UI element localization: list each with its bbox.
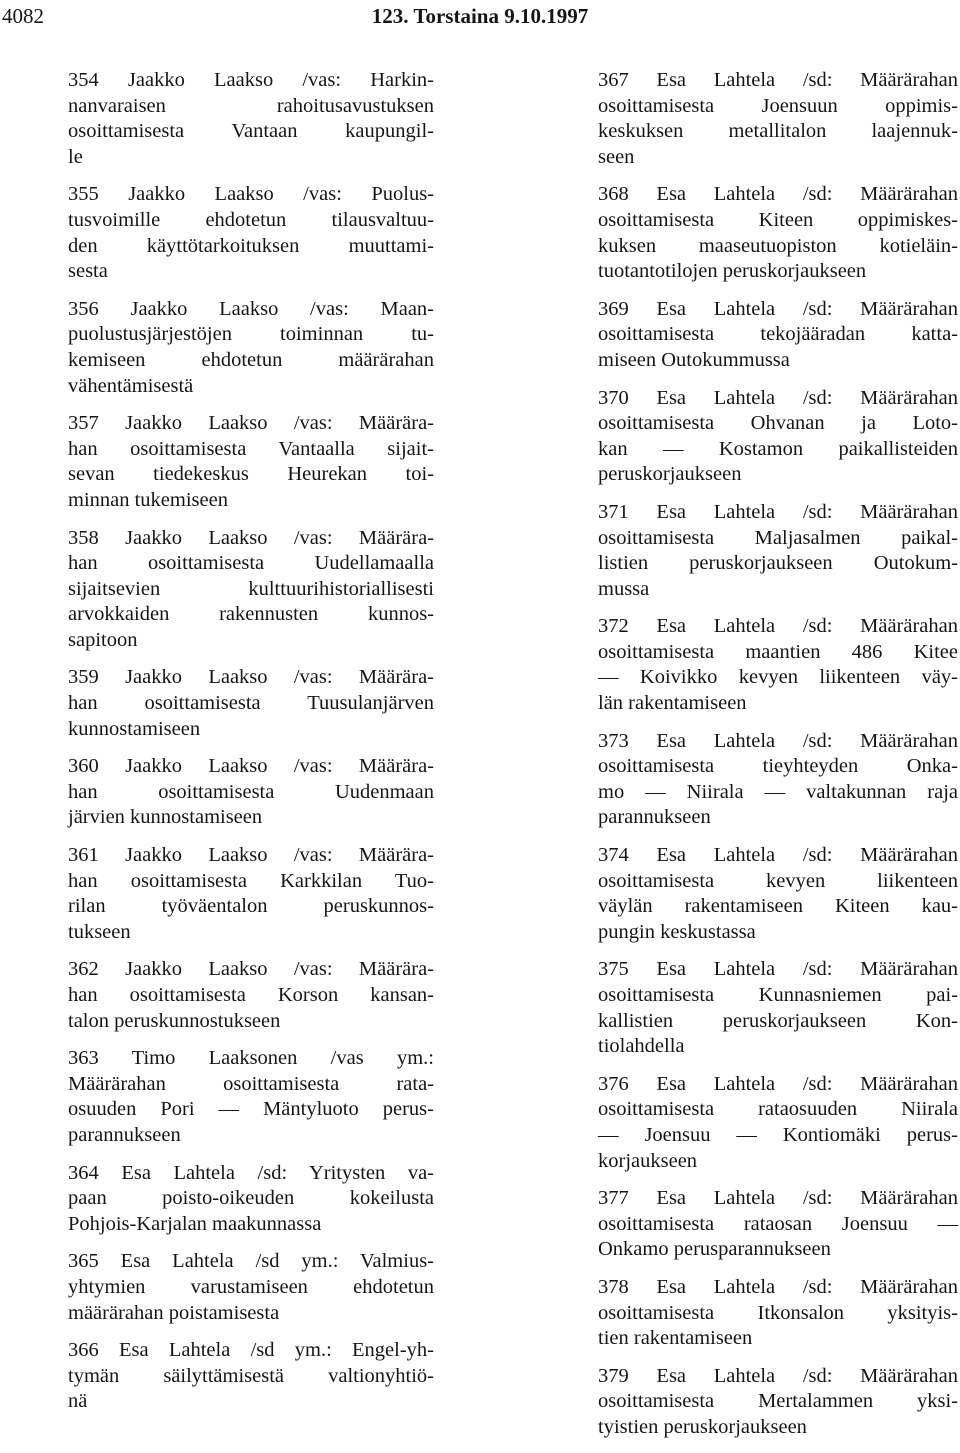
entry-line: tusvoimille ehdotetun tilausvaltuu- [68,208,434,231]
entry-line: yhtymien varustamiseen ehdotetun [68,1275,434,1298]
entry-line: län rakentamiseen [598,692,747,715]
entry-line: osoittamisesta kevyen liikenteen [598,869,958,892]
motion-entry [598,68,958,170]
entry-line: sapitoon [68,628,138,651]
entry-line: 379 Esa Lahtela /sd: Määrärahan [598,1364,958,1387]
entry-line: osuuden Pori — Mäntyluoto perus- [68,1098,434,1121]
entry-line: seen [598,145,635,168]
entry-line: 363 Timo Laaksonen /vas ym.: [68,1047,434,1070]
entry-line: sesta [68,260,108,283]
motion-entry [598,182,958,284]
motion-entry [68,665,434,742]
entry-line: 359 Jaakko Laakso /vas: Määrära- [68,666,434,689]
entry-line: parannukseen [68,1123,181,1146]
motion-entry [68,754,434,831]
entry-line: tiolahdella [598,1035,685,1058]
entry-line: osoittamisesta Joensuun oppimis- [598,94,958,117]
entry-line: kuksen maaseutuopiston kotieläin- [598,234,958,257]
entry-line: han osoittamisesta Karkkilan Tuo- [68,869,434,892]
entry-line: 364 Esa Lahtela /sd: Yritysten va- [68,1161,434,1184]
entry-line: osoittamisesta Mertalammen yksi- [598,1390,958,1413]
entry-line: 375 Esa Lahtela /sd: Määrärahan [598,958,958,981]
motion-entry [68,411,434,513]
entry-line: — Koivikko kevyen liikenteen väy- [598,666,958,689]
motion-entry [68,957,434,1034]
entry-line: tuotantotilojen peruskorjaukseen [598,260,867,283]
motion-entry [598,729,958,831]
entry-line: 368 Esa Lahtela /sd: Määrärahan [598,183,958,206]
entry-line: 355 Jaakko Laakso /vas: Puolus- [68,183,434,206]
entry-line: mo — Niirala — valtakunnan raja [598,780,958,803]
motion-entry [68,1249,434,1326]
motion-entry [598,1275,958,1352]
entry-line: nä [68,1390,88,1413]
entry-line: 371 Esa Lahtela /sd: Määrärahan [598,500,958,523]
entry-line: määrärahan poistamisesta [68,1301,280,1324]
entry-line: 361 Jaakko Laakso /vas: Määrära- [68,844,434,867]
page-number: 4082 [2,4,44,28]
motion-entry [68,1161,434,1238]
entry-line: Pohjois-Karjalan maakunnassa [68,1212,322,1235]
entry-line: 376 Esa Lahtela /sd: Määrärahan [598,1072,958,1095]
entry-line: — Joensuu — Kontiomäki perus- [598,1123,958,1146]
entry-line: tymän säilyttämisestä valtionyhtiö- [68,1364,434,1387]
entry-line: den käyttötarkoituksen muuttami- [68,234,434,257]
entry-line: 354 Jaakko Laakso /vas: Harkin- [68,69,434,91]
motion-entry [68,526,434,654]
entry-line: osoittamisesta Maljasalmen paikal- [598,526,958,549]
entry-line: mussa [598,577,650,600]
motion-entry [68,1046,434,1148]
entry-line: sevan tiedekeskus Heurekan toi- [68,463,434,486]
entry-line: 356 Jaakko Laakso /vas: Maan- [68,297,434,320]
entry-line: tyistien peruskorjaukseen [598,1415,807,1438]
entry-line: vähentämisestä [68,374,194,397]
entry-line: 373 Esa Lahtela /sd: Määrärahan [598,729,958,752]
entry-line: le [68,145,83,168]
entry-line: kan — Kostamon paikallisteiden [598,437,958,460]
entry-line: han osoittamisesta Tuusulanjärven [68,692,434,715]
running-head: 123. Torstaina 9.10.1997 [371,4,589,28]
motion-entry [68,1338,434,1415]
entry-line: 366 Esa Lahtela /sd ym.: Engel-yh- [68,1339,434,1362]
entry-line: 372 Esa Lahtela /sd: Määrärahan [598,615,958,638]
entry-line: han osoittamisesta Uudellamaalla [68,552,434,575]
entry-line: Määrärahan osoittamisesta rata- [68,1072,434,1095]
motion-entry [598,614,958,716]
entry-line: tukseen [68,920,131,943]
entry-line: han osoittamisesta Uudenmaan [68,780,434,803]
entry-line: kemiseen ehdotetun määrärahan [68,348,434,371]
right-column [598,68,958,1453]
entry-line: osoittamisesta maantien 486 Kitee [598,640,958,663]
entry-line: osoittamisesta tieyhteyden Onka- [598,755,958,778]
entry-line: 365 Esa Lahtela /sd ym.: Valmius- [68,1250,434,1273]
entry-line: kunnostamiseen [68,717,201,740]
entry-line: 367 Esa Lahtela /sd: Määrärahan [598,69,958,91]
motion-entry [598,843,958,945]
entry-line: keskuksen metallitalon laajennuk- [598,120,958,143]
entry-line: sijaitsevien kulttuurihistoriallisesti [68,577,434,600]
entry-line: 370 Esa Lahtela /sd: Määrärahan [598,386,958,409]
entry-line: väylän rakentamiseen Kiteen kau- [598,895,958,918]
motion-entry [598,1186,958,1263]
entry-line: 362 Jaakko Laakso /vas: Määrära- [68,958,434,981]
entry-line: osoittamisesta rataosan Joensuu — [598,1212,958,1235]
motion-entry [598,957,958,1059]
entry-line: järvien kunnostamiseen [68,806,263,829]
entry-line: 378 Esa Lahtela /sd: Määrärahan [598,1275,958,1298]
entry-line: nanvaraisen rahoitusavustuksen [68,94,434,117]
motion-entry [68,297,434,399]
entry-line: minnan tukemiseen [68,488,228,511]
entry-line: talon peruskunnostukseen [68,1009,281,1032]
entry-line: listien peruskorjaukseen Outokum- [598,552,958,575]
motion-entry [598,1364,958,1441]
motion-entry [68,182,434,284]
entry-line: osoittamisesta Vantaan kaupungil- [68,120,434,143]
entry-line: 374 Esa Lahtela /sd: Määrärahan [598,844,958,867]
entry-line: arvokkaiden rakennusten kunnos- [68,603,434,626]
entry-line: korjaukseen [598,1149,698,1172]
entry-line: osoittamisesta Itkonsalon yksityis- [598,1301,958,1324]
motion-entry [68,843,434,945]
motion-entry [598,297,958,374]
entry-line: han osoittamisesta Korson kansan- [68,984,434,1006]
entry-line: 358 Jaakko Laakso /vas: Määrära- [68,526,434,549]
entry-line: tien rakentamiseen [598,1327,753,1350]
entry-line: osoittamisesta Kiteen oppimiskes- [598,208,958,231]
entry-line: kallistien peruskorjaukseen Kon- [598,1009,958,1032]
motion-entry [68,68,434,170]
entry-line: 377 Esa Lahtela /sd: Määrärahan [598,1187,958,1210]
left-column [68,68,434,1427]
entry-line: rilan työväentalon peruskunnos- [68,895,434,918]
entry-line: osoittamisesta rataosuuden Niirala [598,1098,958,1121]
motion-entry [598,500,958,602]
motion-entry [598,386,958,488]
entry-line: 369 Esa Lahtela /sd: Määrärahan [598,297,958,320]
entry-line: Onkamo perusparannukseen [598,1238,831,1261]
entry-line: osoittamisesta Ohvanan ja Loto- [598,412,958,435]
entry-line: osoittamisesta Kunnasniemen pai- [598,984,958,1006]
entry-line: peruskorjaukseen [598,463,742,486]
entry-line: han osoittamisesta Vantaalla sijait- [68,437,434,460]
page-header [0,0,960,34]
entry-line: 360 Jaakko Laakso /vas: Määrära- [68,755,434,778]
entry-line: 357 Jaakko Laakso /vas: Määrära- [68,412,434,435]
entry-line: pungin keskustassa [598,920,756,943]
entry-line: puolustusjärjestöjen toiminnan tu- [68,323,434,346]
entry-line: osoittamisesta tekojääradan katta- [598,323,958,346]
entry-line: paan poisto-oikeuden kokeilusta [68,1187,434,1210]
entry-line: parannukseen [598,806,711,829]
entry-line: miseen Outokummussa [598,348,790,371]
motion-entry [598,1072,958,1174]
